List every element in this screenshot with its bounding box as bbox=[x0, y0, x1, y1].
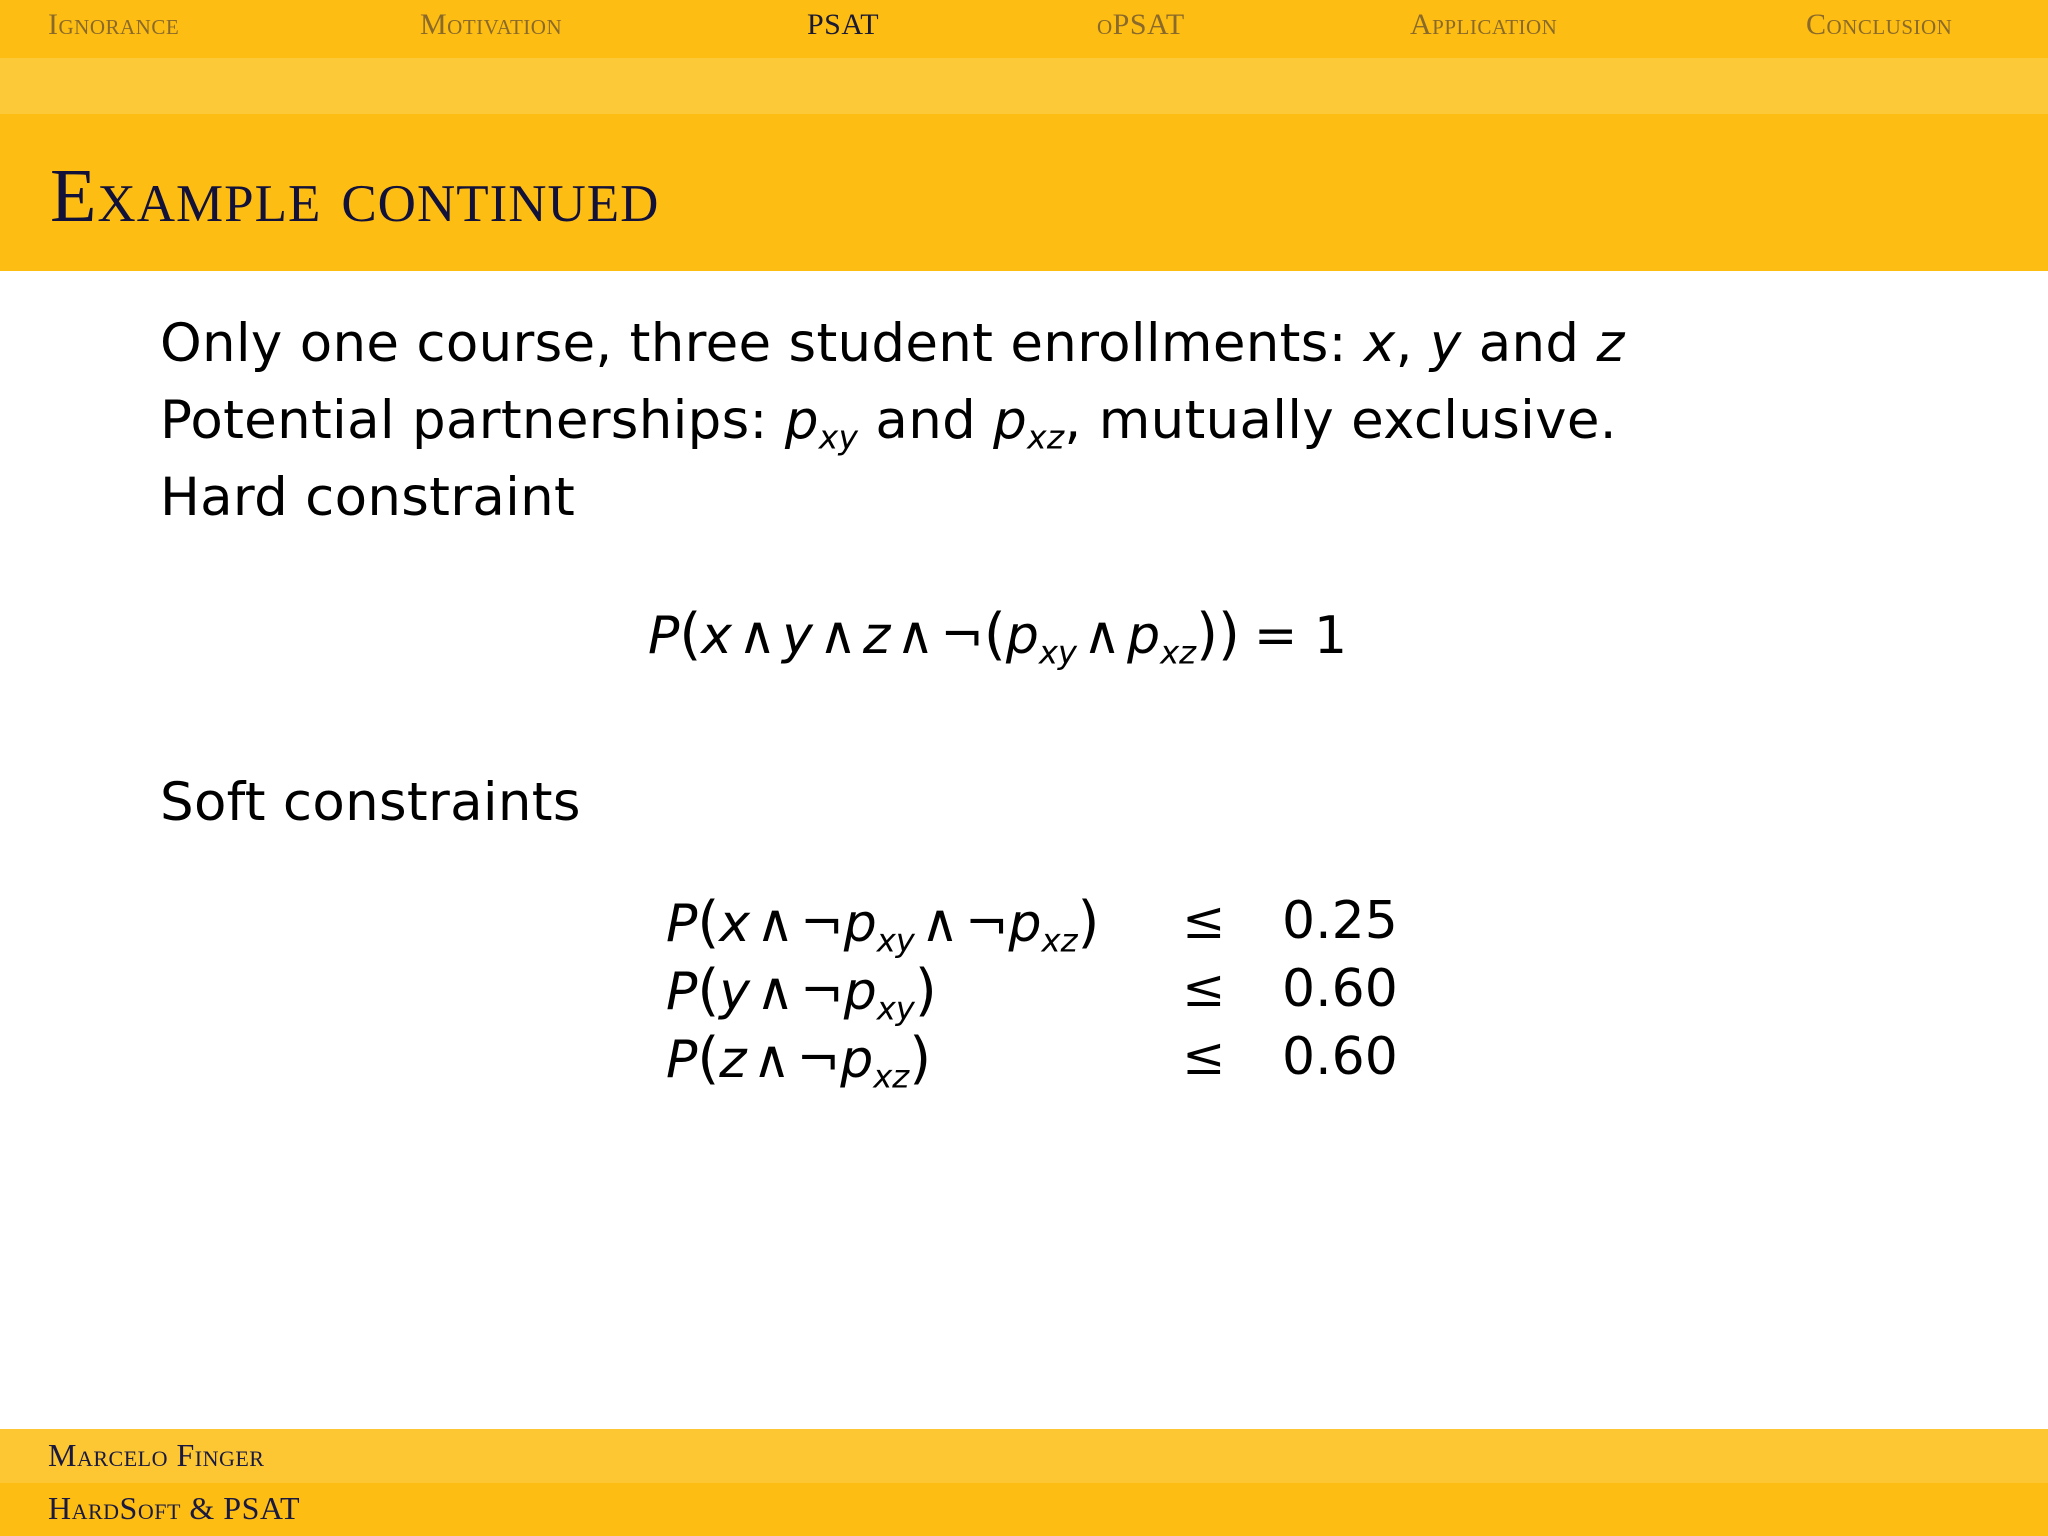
nav-item-opsat[interactable]: oPSAT bbox=[1097, 8, 1185, 41]
soft-constraint-bound-3: 0.60 bbox=[1282, 1027, 1398, 1087]
var-p-xy: $p_{xy}$ bbox=[784, 390, 859, 457]
soft-constraint-lhs-3: P(z ∧ $\neg p_{xz}$) bbox=[666, 1026, 932, 1096]
soft-constraint-relation-2: ≤ bbox=[1182, 959, 1226, 1019]
footer-talk-bar bbox=[0, 1483, 2048, 1536]
var-z: z bbox=[1596, 313, 1625, 374]
footer-author-bar bbox=[0, 1429, 2048, 1483]
frame-title: Example continued bbox=[50, 154, 660, 238]
soft-constraint-lhs-1: P(x ∧ $\neg p_{xy}$ ∧ $\neg p_{xz}$) bbox=[666, 890, 1100, 960]
footer-talk-title: HardSoft & PSAT bbox=[48, 1490, 301, 1526]
footer-author: Marcelo Finger bbox=[48, 1437, 265, 1473]
soft-constraint-lhs-2: P(y ∧ $\neg p_{xy}$) bbox=[666, 958, 937, 1028]
soft-constraint-relation-1: ≤ bbox=[1182, 891, 1226, 951]
subsection-bar bbox=[0, 58, 2048, 114]
hard-constraint-equals: = 1 bbox=[1253, 606, 1348, 666]
body-line-partnerships bbox=[160, 390, 1617, 457]
hard-constraint-formula: P(x ∧ y ∧ z ∧ $\neg(p_{xy}$ ∧ $p_{xz})) = 1$ bbox=[648, 602, 1348, 672]
partnerships-text: Potential partnerships: bbox=[160, 390, 785, 451]
var-x: x bbox=[1363, 313, 1396, 374]
nav-item-conclusion[interactable]: Conclusion bbox=[1806, 8, 1953, 41]
soft-constraints-label: Soft constraints bbox=[160, 772, 581, 833]
enrollments-text: Only one course, three student enrollments: bbox=[160, 313, 1364, 374]
soft-constraint-row-3 bbox=[666, 1026, 1406, 1096]
partnerships-tail: , mutually exclusive. bbox=[1064, 390, 1617, 451]
var-y: y bbox=[1429, 313, 1462, 374]
soft-constraint-relation-3: ≤ bbox=[1182, 1027, 1226, 1087]
nav-item-application[interactable]: Application bbox=[1410, 8, 1558, 41]
soft-constraint-row-1 bbox=[666, 890, 1406, 960]
var-p-xz: $p_{xz}$ bbox=[993, 390, 1065, 457]
hard-constraint-label: Hard constraint bbox=[160, 467, 576, 528]
separator-comma: , bbox=[1395, 313, 1430, 374]
soft-constraint-row-2 bbox=[666, 958, 1406, 1028]
nav-item-psat[interactable]: PSAT bbox=[807, 8, 880, 41]
body-line-enrollments bbox=[160, 313, 1625, 374]
navigation-bar bbox=[0, 0, 2048, 58]
nav-item-motivation[interactable]: Motivation bbox=[420, 8, 563, 41]
conjunction-and: and bbox=[1461, 313, 1597, 374]
soft-constraint-bound-2: 0.60 bbox=[1282, 959, 1398, 1019]
conjunction-and-2: and bbox=[858, 390, 994, 451]
soft-constraint-bound-1: 0.25 bbox=[1282, 891, 1398, 951]
nav-item-ignorance[interactable]: Ignorance bbox=[48, 8, 180, 41]
